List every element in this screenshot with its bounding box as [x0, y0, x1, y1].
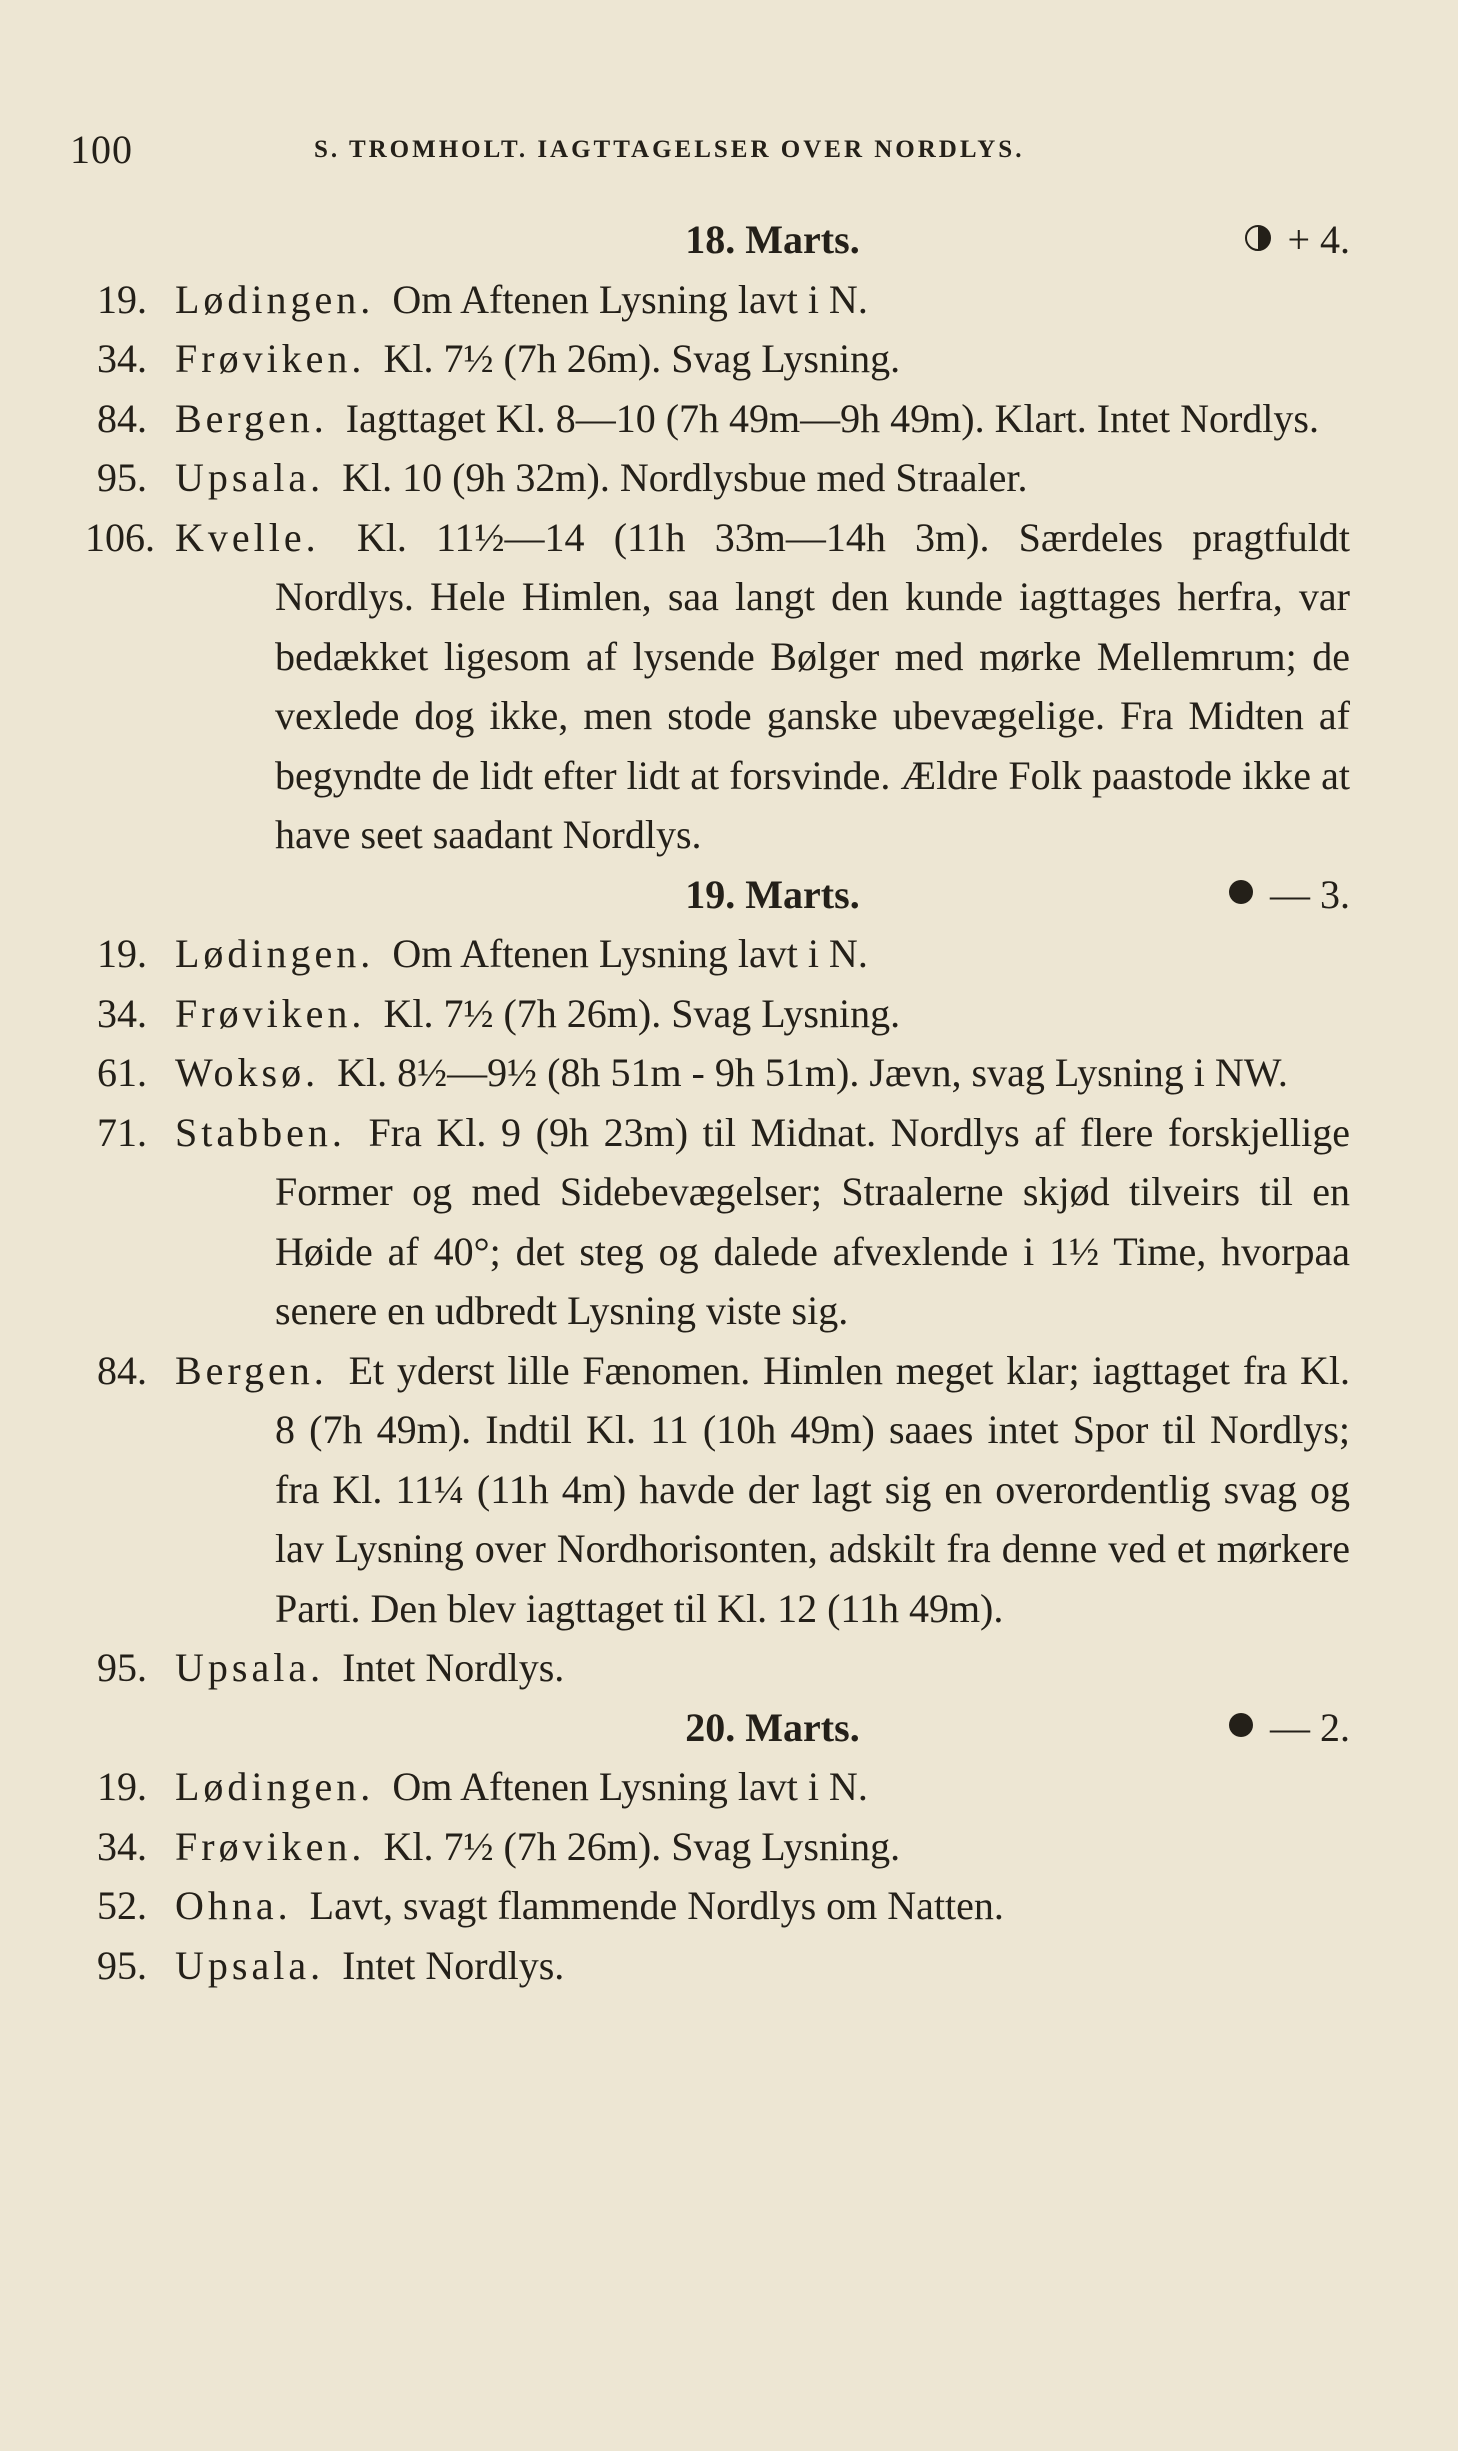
list-item	[85, 1817, 1350, 1877]
list-item	[85, 1757, 1350, 1817]
moon-status	[1243, 210, 1350, 270]
station-name: Frøviken.	[175, 336, 366, 381]
full-moon-icon	[1226, 877, 1260, 911]
station-name: Lødingen.	[175, 1764, 375, 1809]
entry-text: Om Aftenen Lysning lavt i N.	[392, 931, 868, 976]
station-name: Upsala.	[175, 455, 325, 500]
station-name: Stabben.	[175, 1109, 346, 1155]
date-heading	[85, 1698, 1350, 1758]
entry-text: Et yderst lille Fænomen. Himlen meget klar; iagttaget fra Kl. 8 (7h 49m). Indtil Kl. 11 (10h 49m) saaes intet Spor til Nordlys; fra Kl. 11¼ (11h 4m) havde der lagt sig en overordentlig svag og lav Lysning over Nordhorisonten, adskilt fra denne ved et mørkere Parti. Den blev iagttaget til Kl. 12 (11h 49m).	[275, 1347, 1350, 1631]
list-item	[85, 1876, 1350, 1936]
list-item	[85, 1936, 1350, 1996]
full-moon-icon	[1226, 1710, 1260, 1744]
list-item	[85, 329, 1350, 389]
station-name: Lødingen.	[175, 931, 375, 976]
station-name: Bergen.	[175, 1347, 328, 1393]
moon-status	[1226, 1698, 1350, 1758]
station-number: 84.	[97, 1347, 147, 1393]
station-number: 106.	[85, 514, 155, 560]
station-name: Frøviken.	[175, 990, 366, 1036]
station-number: 19.	[97, 1764, 147, 1809]
list-item	[85, 270, 1350, 330]
station-number: 34.	[97, 990, 147, 1036]
entry-text: Kl. 8½—9½ (8h 51m - 9h 51m). Jævn, svag Lysning i NW.	[337, 1050, 1288, 1095]
date-label: 19. Marts.	[685, 871, 860, 917]
station-number: 34.	[97, 1823, 147, 1869]
station-number: 84.	[97, 395, 147, 441]
list-item	[85, 984, 1350, 1044]
list-item	[85, 924, 1350, 984]
date-label: 20. Marts.	[685, 1704, 860, 1750]
station-name: Lødingen.	[175, 276, 375, 322]
entry-text: Intet Nordlys.	[342, 1645, 565, 1690]
entry-text: Kl. 7½ (7h 26m). Svag Lysning.	[383, 336, 901, 381]
page-number: 100	[70, 127, 133, 172]
entry-text: Om Aftenen Lysning lavt i N.	[392, 276, 868, 322]
list-item	[85, 448, 1350, 508]
station-number: 95.	[97, 1942, 147, 1988]
station-number: 19.	[97, 276, 147, 322]
entry-text: Iagttaget Kl. 8—10 (7h 49m—9h 49m). Klart. Intet Nordlys.	[345, 395, 1319, 441]
list-item	[85, 1638, 1350, 1698]
entry-text: Intet Nordlys.	[342, 1942, 565, 1988]
running-head	[70, 126, 1360, 176]
station-number: 19.	[97, 931, 147, 976]
station-name: Kvelle.	[175, 514, 320, 560]
station-number: 71.	[97, 1109, 147, 1155]
station-name: Upsala.	[175, 1942, 325, 1988]
list-item	[85, 389, 1350, 449]
station-number: 52.	[97, 1883, 147, 1928]
running-title: S. TROMHOLT. IAGTTAGELSER OVER NORDLYS.	[314, 136, 1025, 163]
station-name: Bergen.	[175, 395, 328, 441]
date-label: 18. Marts.	[685, 217, 860, 262]
entry-text: Kl. 10 (9h 32m). Nordlysbue med Straaler.	[342, 455, 1028, 500]
list-item	[85, 1103, 1350, 1341]
moon-value: — 3.	[1270, 871, 1350, 917]
list-item	[85, 1341, 1350, 1639]
observation-log	[85, 210, 1350, 1995]
moon-status	[1226, 865, 1350, 925]
date-heading	[85, 865, 1350, 925]
entry-text: Kl. 11½—14 (11h 33m—14h 3m). Særdeles pragtfuldt Nordlys. Hele Himlen, saa langt den kunde iagttages herfra, var bedækket ligesom af lysende Bølger med mørke Mellemrum; de vexlede dog ikke, men stode ganske ubevægelige. Fra Midten af begyndte de lidt efter lidt at forsvinde. Ældre Folk paastode ikke at have seet saadant Nordlys.	[275, 514, 1350, 857]
station-number: 61.	[97, 1050, 147, 1095]
moon-value: — 2.	[1270, 1704, 1350, 1750]
first-quarter-moon-icon	[1243, 223, 1277, 257]
entry-text: Kl. 7½ (7h 26m). Svag Lysning.	[383, 990, 901, 1036]
station-name: Woksø.	[175, 1050, 320, 1095]
station-number: 95.	[97, 455, 147, 500]
station-number: 34.	[97, 336, 147, 381]
entry-text: Fra Kl. 9 (9h 23m) til Midnat. Nordlys af flere forskjellige Former og med Sidebevægelser; Straalerne skjød tilveirs til en Høide af 40°; det steg og dalede afvexlende i 1½ Time, hvorpaa senere en udbredt Lysning viste sig.	[275, 1109, 1351, 1333]
station-name: Ohna.	[175, 1883, 292, 1928]
station-name: Upsala.	[175, 1645, 325, 1690]
list-item	[85, 1043, 1350, 1103]
entry-text: Lavt, svagt flammende Nordlys om Natten.	[309, 1883, 1004, 1928]
moon-value: + 4.	[1287, 217, 1350, 262]
entry-text: Kl. 7½ (7h 26m). Svag Lysning.	[383, 1823, 901, 1869]
list-item	[85, 508, 1350, 865]
date-heading	[85, 210, 1350, 270]
station-number: 95.	[97, 1645, 147, 1690]
station-name: Frøviken.	[175, 1823, 366, 1869]
entry-text: Om Aftenen Lysning lavt i N.	[392, 1764, 868, 1809]
